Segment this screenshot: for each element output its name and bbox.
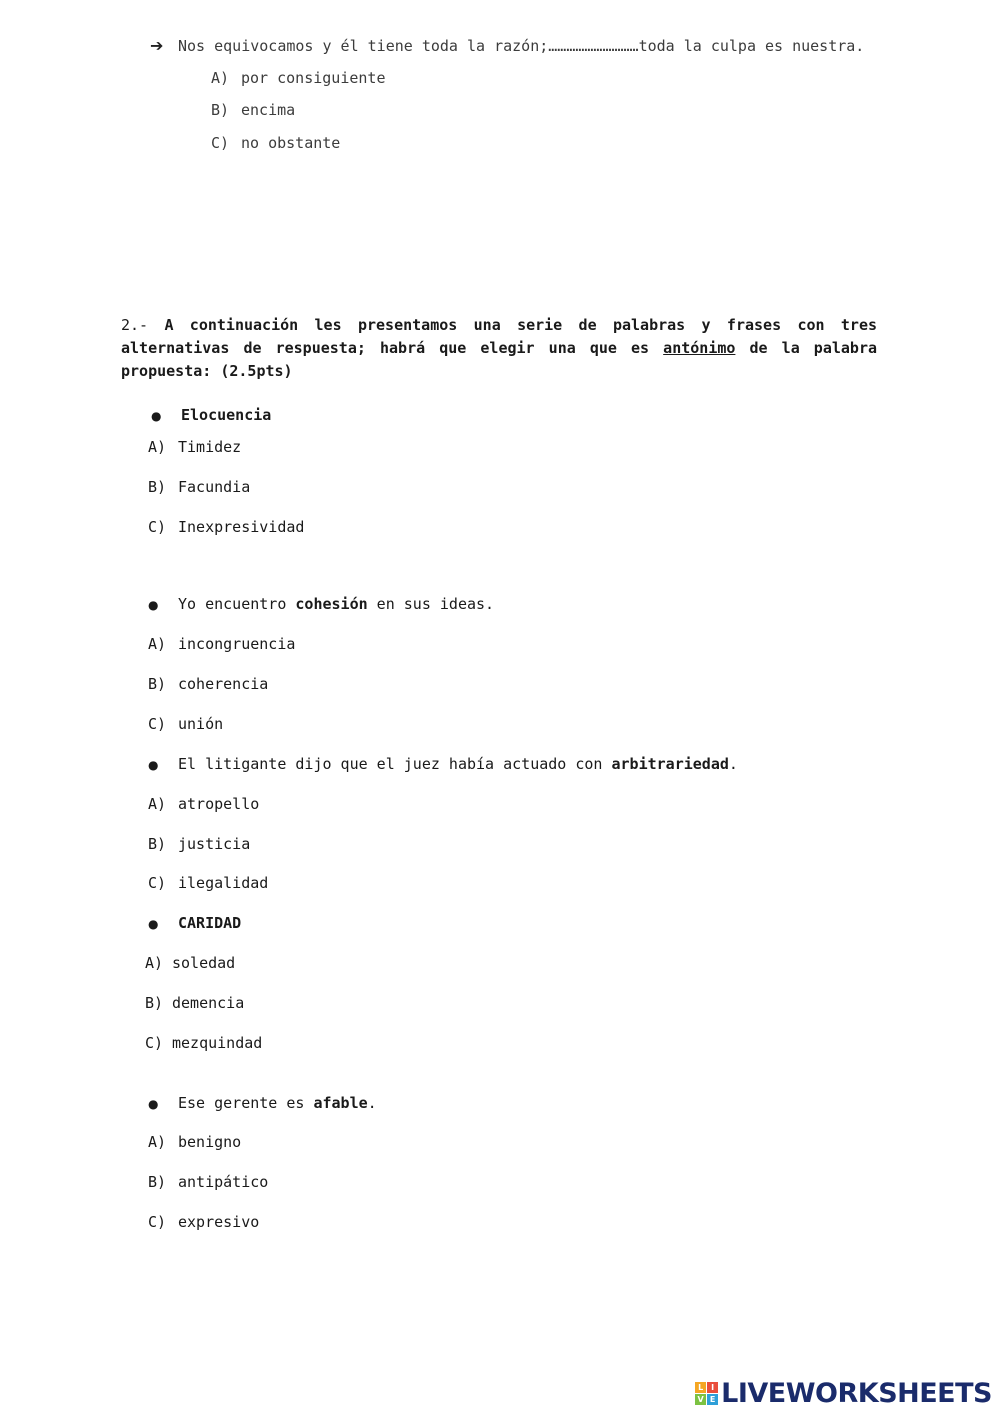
option-letter: C) bbox=[211, 134, 230, 152]
option-letter: A) bbox=[148, 635, 167, 653]
q2-instr-antonimo: antónimo bbox=[663, 339, 736, 357]
option-text: ilegalidad bbox=[178, 874, 269, 892]
option-letter: B) bbox=[145, 994, 164, 1012]
bullet-icon: ● bbox=[151, 409, 162, 423]
option-text: unión bbox=[178, 715, 224, 733]
q1-option-c[interactable] bbox=[211, 134, 340, 152]
option-letter: B) bbox=[148, 478, 167, 496]
q2-item-3-option-b[interactable] bbox=[148, 835, 250, 853]
option-text: expresivo bbox=[178, 1213, 260, 1231]
q1-option-b[interactable] bbox=[211, 101, 295, 119]
liveworksheets-logo-text: LIVEWORKSHEETS bbox=[721, 1377, 992, 1409]
arrow-icon: ➔ bbox=[150, 36, 164, 55]
q1-sentence: Nos equivocamos y él tiene toda la razón;…………………………toda la culpa es nuestra. bbox=[178, 37, 865, 55]
q1-option-a[interactable] bbox=[211, 69, 386, 87]
item-post: en sus ideas. bbox=[367, 595, 495, 613]
option-letter: A) bbox=[148, 795, 167, 813]
item-pre: Ese gerente es bbox=[178, 1094, 314, 1112]
q2-item-3-option-c[interactable] bbox=[148, 874, 268, 892]
q2-item-1-prompt bbox=[151, 406, 271, 424]
item-pre: El litigante dijo que el juez había actuado con bbox=[178, 755, 612, 773]
option-text: Facundia bbox=[178, 478, 251, 496]
bullet-icon: ● bbox=[148, 598, 159, 612]
logo-icon-v: V bbox=[695, 1394, 706, 1405]
bullet-icon: ● bbox=[148, 758, 159, 772]
q2-item-5-option-c[interactable] bbox=[148, 1213, 259, 1231]
item-keyword: cohesión bbox=[295, 595, 368, 613]
item-keyword: afable bbox=[313, 1094, 368, 1112]
option-letter: B) bbox=[148, 1173, 167, 1191]
logo-icon-i: I bbox=[707, 1382, 718, 1393]
logo-icon-l: L bbox=[695, 1382, 706, 1393]
item-post: . bbox=[728, 755, 738, 773]
q2-item-4-option-a[interactable] bbox=[145, 954, 235, 972]
q2-item-1-option-b[interactable] bbox=[148, 478, 250, 496]
option-letter: A) bbox=[148, 1133, 167, 1151]
q1-sentence-line bbox=[150, 36, 864, 55]
option-letter: A) bbox=[211, 69, 230, 87]
q2-instructions bbox=[121, 314, 877, 383]
q2-item-3-option-a[interactable] bbox=[148, 795, 259, 813]
q2-instr-part1: A continuación les presentamos una serie de palabras y frases con tres alternativas de respuesta; habrá que elegir una que es bbox=[121, 316, 877, 357]
option-letter: B) bbox=[148, 675, 167, 693]
bullet-icon: ● bbox=[148, 917, 159, 931]
option-letter: B) bbox=[148, 835, 167, 853]
option-text: no obstante bbox=[241, 134, 341, 152]
option-text: soledad bbox=[172, 954, 236, 972]
option-text: antipático bbox=[178, 1173, 269, 1191]
option-text: incongruencia bbox=[178, 635, 296, 653]
item-keyword: arbitrariedad bbox=[611, 755, 729, 773]
option-text: Timidez bbox=[178, 438, 242, 456]
option-letter: C) bbox=[148, 518, 167, 536]
q2-item-1-option-a[interactable] bbox=[148, 438, 241, 456]
item-keyword: Elocuencia bbox=[181, 406, 272, 424]
q2-item-5-option-b[interactable] bbox=[148, 1173, 268, 1191]
q2-item-3-prompt bbox=[148, 755, 738, 773]
q2-item-1-option-c[interactable] bbox=[148, 518, 304, 536]
option-letter: C) bbox=[148, 1213, 167, 1231]
logo-icon-e: E bbox=[707, 1394, 718, 1405]
q2-item-5-option-a[interactable] bbox=[148, 1133, 241, 1151]
option-text: encima bbox=[241, 101, 296, 119]
option-text: demencia bbox=[172, 994, 245, 1012]
bullet-icon: ● bbox=[148, 1097, 159, 1111]
q2-item-2-prompt bbox=[148, 595, 494, 613]
liveworksheets-logo-icon bbox=[695, 1382, 718, 1405]
option-text: coherencia bbox=[178, 675, 269, 693]
option-letter: A) bbox=[145, 954, 164, 972]
q2-item-4-prompt bbox=[148, 914, 241, 932]
q2-item-4-option-b[interactable] bbox=[145, 994, 244, 1012]
item-keyword: CARIDAD bbox=[178, 914, 242, 932]
option-letter: C) bbox=[145, 1034, 164, 1052]
q2-item-2-option-a[interactable] bbox=[148, 635, 295, 653]
option-letter: B) bbox=[211, 101, 230, 119]
option-text: justicia bbox=[178, 835, 251, 853]
option-text: atropello bbox=[178, 795, 260, 813]
item-post: . bbox=[367, 1094, 377, 1112]
option-letter: C) bbox=[148, 874, 167, 892]
option-text: benigno bbox=[178, 1133, 242, 1151]
option-letter: A) bbox=[148, 438, 167, 456]
q2-item-2-option-b[interactable] bbox=[148, 675, 268, 693]
liveworksheets-logo bbox=[695, 1377, 992, 1409]
q2-number: 2.- bbox=[121, 316, 149, 334]
option-text: por consiguiente bbox=[241, 69, 386, 87]
option-text: mezquindad bbox=[172, 1034, 263, 1052]
option-text: Inexpresividad bbox=[178, 518, 305, 536]
option-letter: C) bbox=[148, 715, 167, 733]
q2-item-4-option-c[interactable] bbox=[145, 1034, 262, 1052]
q2-instr-part2: de la palabra propuesta: (2.5pts) bbox=[121, 339, 878, 380]
item-pre: Yo encuentro bbox=[178, 595, 296, 613]
q2-item-2-option-c[interactable] bbox=[148, 715, 223, 733]
q2-item-5-prompt bbox=[148, 1094, 377, 1112]
